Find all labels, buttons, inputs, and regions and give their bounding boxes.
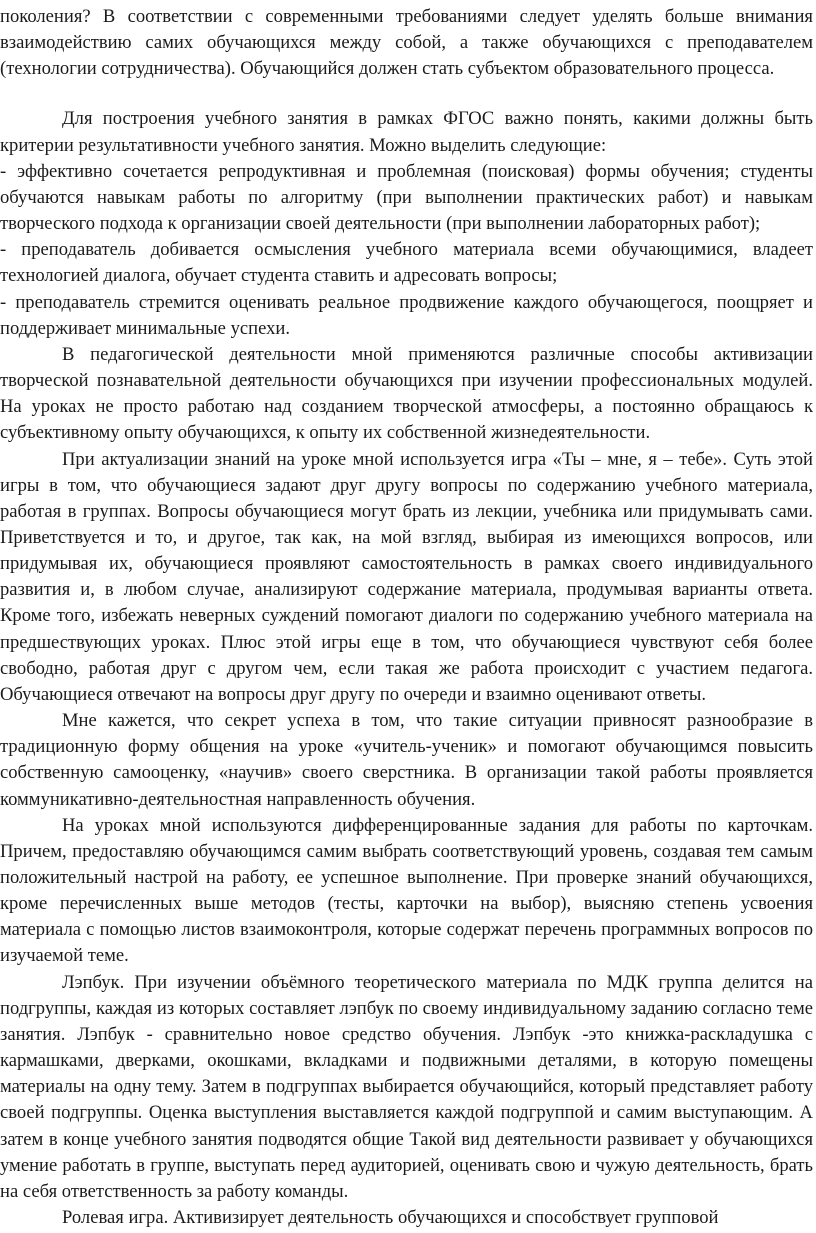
paragraph-success-secret: Мне кажется, что секрет успеха в том, что такие ситуации привносят разнообразие в традиционную форму общения на уроке «учитель-ученик» и помогают обучающимся повысить собственную самооценку, «научив» своего сверстника. В организации такой работы проявляется коммуникативно-деятельностная направленность обучения. xyxy=(0,710,813,810)
list-item-criterion-dialogue: - преподаватель добивается осмысления учебного материала всеми обучающимися, владеет технологией диалога, обучает студента ставить и адресовать вопросы; xyxy=(0,239,813,287)
paragraph-lapbook: Лэпбук. При изучении объёмного теоретического материала по МДК группа делится на подгруппы, каждая из которых составляет лэпбук по своему индивидуальному заданию согласно теме занятия. Лэпбук - сравнительно новое средство обучения. Лэпбук -это книжка-раскладушка с кармашками, дверками, окошками, вкладками и подвижными деталями, в которую помещены материалы на одну тему. Затем в подгруппах выбирается обучающийся, который представляет работу своей подгруппы. Оценка выступления выставляется каждой подгруппой и самим выступающим. А затем в конце учебного занятия подводятся общие Такой вид деятельности развивает у обучающихся умение работать в группе, выступать перед аудиторией, оценивать свою и чужую деятельность, брать на себя ответственность за работу команды. xyxy=(0,971,813,1202)
list-item-criterion-progress: - преподаватель стремится оценивать реальное продвижение каждого обучающегося, поощряет и поддерживает минимальные успехи. xyxy=(0,291,813,339)
paragraph-intro-continuation: поколения? В соответствии с современными требованиями следует уделять больше внимания взаимодействию самих обучающихся между собой, а также обучающихся с преподавателем (технологии сотрудничества). Обучающийся должен стать субъектом образовательного процесса. xyxy=(0,6,813,80)
list-item-criterion-forms: - эффективно сочетается репродуктивная и проблемная (поисковая) формы обучения; студенты обучаются навыкам работы по алгоритму (при выполнении практических работ) и навыкам творческого подхода к организации своей деятельности (при выполнении лабораторных работ); xyxy=(0,160,813,235)
paragraph-activation-methods: В педагогической деятельности мной применяются различные способы активизации творческой познавательной деятельности обучающихся при изучении профессиональных модулей. На уроках не просто работаю над созданием творческой атмосферы, а постоянно обращаюсь к субъективному опыту обучающихся, к опыту их собственной жизнедеятельности. xyxy=(0,343,813,444)
paragraph-role-play: Ролевая игра. Активизирует деятельность обучающихся и способствует групповой xyxy=(62,1207,719,1229)
paragraph-game-you-to-me: При актуализации знаний на уроке мной используется игра «Ты – мне, я – тебе». Суть этой игры в том, что обучающиеся задают друг другу вопросы по содержанию учебного материала, работая в группах. Вопросы обучающиеся могут брать из лекции, учебника или придумывать сами. Приветствуется и то, и другое, так как, на мой взгляд, выбирая из имеющихся вопросов, или придумывая их, обучающиеся проявляют самостоятельность в рамках своего индивидуального развития и, в любом случае, анализируют содержание материала, продумывая варианты ответа. Кроме того, избежать неверных суждений помогают диалоги по содержанию учебного материала на предшествующих уроках. Плюс этой игры еще в том, что обучающиеся чувствуют себя более свободно, работая друг с другом чем, если такая же работа происходит с участием педагога. Обучающиеся отвечают на вопросы друг другу по очереди и взаимно оценивают ответы. xyxy=(0,448,813,705)
paragraph-differentiated-tasks: На уроках мной используются дифференцированные задания для работы по карточкам. Причем, предоставляю обучающимся самим выбрать соответствующий уровень, создавая тем самым положительный настрой на работу, ее успешное выполнение. При проверке знаний обучающихся, кроме перечисленных выше методов (тесты, карточки на выбор), выясняю степень усвоения материала с помощью листов взаимоконтроля, которые содержат перечень программных вопросов по изучаемой теме. xyxy=(0,814,813,967)
paragraph-criteria-intro: Для построения учебного занятия в рамках ФГОС важно понять, какими должны быть критерии результативности учебного занятия. Можно выделить следующие: xyxy=(0,108,813,156)
document-body xyxy=(0,4,813,1231)
